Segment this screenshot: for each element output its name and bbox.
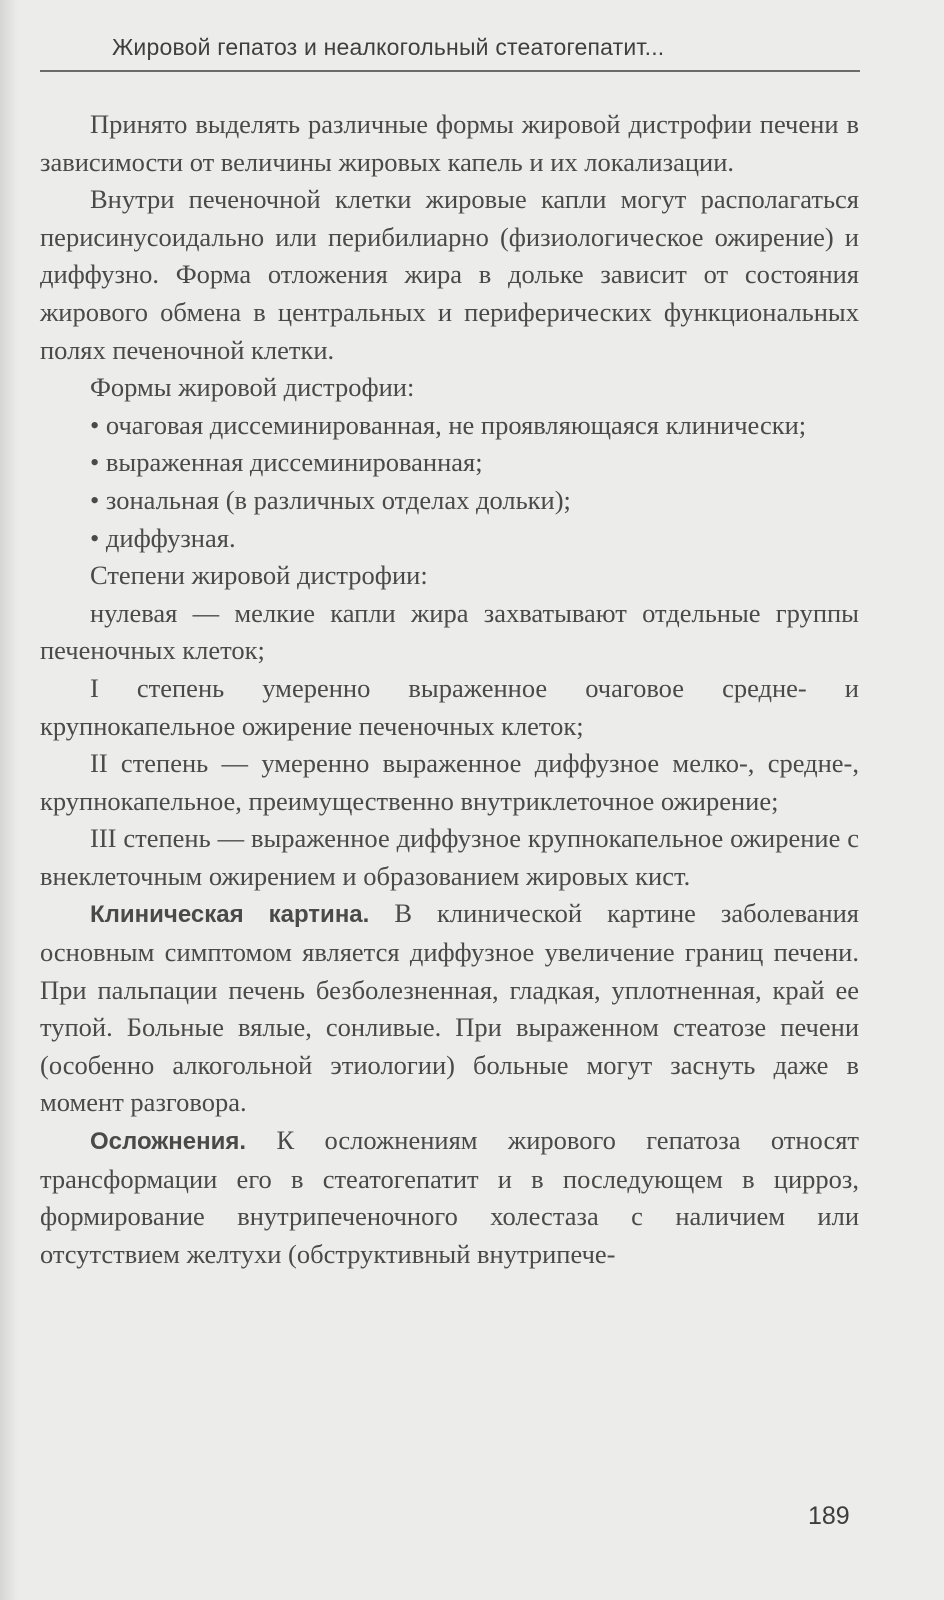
clinical-picture-title: Клиническая картина. — [90, 901, 370, 929]
degree-item: II степень — умеренно выраженное диффузное мелко-, средне-, крупнокапельное, преимущественно внутриклеточное ожирение; — [40, 748, 859, 816]
list-item: • очаговая диссеминированная, не проявляющаяся клинически; — [90, 409, 807, 440]
complications-text: К осложнениям жирового гепатоза относят трансформации его в стеатогепатит и в последующем в цирроз, формирование внутрипеченочного холестаза с наличием или отсутствием желтухи (обструктивный внутрипече- — [40, 1125, 859, 1269]
paragraph-complications — [40, 1122, 859, 1273]
page-edge-shadow — [0, 0, 18, 1600]
list-item: • выраженная диссеминированная; — [90, 447, 483, 478]
running-header — [40, 30, 860, 72]
list-item: • зональная (в различных отделах дольки); — [90, 484, 571, 515]
paragraph-localization: Внутри печеночной клетки жировые капли могут располагаться перисинусоидально или перибилиарно (физиологическое ожирение) и диффузно. Форма отложения жира в дольке зависит от состояния жирового обмена в центральных и периферических функциональных полях печеночной клетки. — [40, 184, 859, 365]
degree-item: нулевая — мелкие капли жира захватывают отдельные группы печеночных клеток; — [40, 597, 859, 666]
complications-title: Осложнения. — [90, 1128, 247, 1156]
paragraph-clinical-picture — [40, 895, 859, 1122]
degrees-heading: Степени жировой дистрофии: — [90, 560, 428, 591]
forms-heading: Формы жировой дистрофии: — [90, 372, 415, 403]
page-number: 189 — [808, 1502, 850, 1530]
clinical-picture-text: В клинической картине заболевания основным симптомом является диффузное увеличение границ печени. При пальпации печень безболезненная, гладкая, уплотненная, край ее тупой. Больные вялые, сонливые. При выраженном стеатозе печени (особенно алкогольной этиологии) больные могут заснуть даже в момент разговора. — [40, 898, 859, 1118]
degree-item: I степень умеренно выраженное очаговое средне- и крупнокапельное ожирение печеночных клеток; — [40, 672, 859, 741]
degree-item: III степень — выраженное диффузное крупнокапельное ожирение с внеклеточным ожирением и образованием жировых кист. — [40, 823, 859, 891]
paragraph-forms-intro: Принято выделять различные формы жировой дистрофии печени в зависимости от величины жировых капель и их локализации. — [40, 109, 859, 177]
running-title: Жировой гепатоз и неалкогольный стеатогепатит... — [112, 34, 665, 60]
list-item: • диффузная. — [90, 522, 236, 553]
page-body — [40, 106, 859, 1273]
